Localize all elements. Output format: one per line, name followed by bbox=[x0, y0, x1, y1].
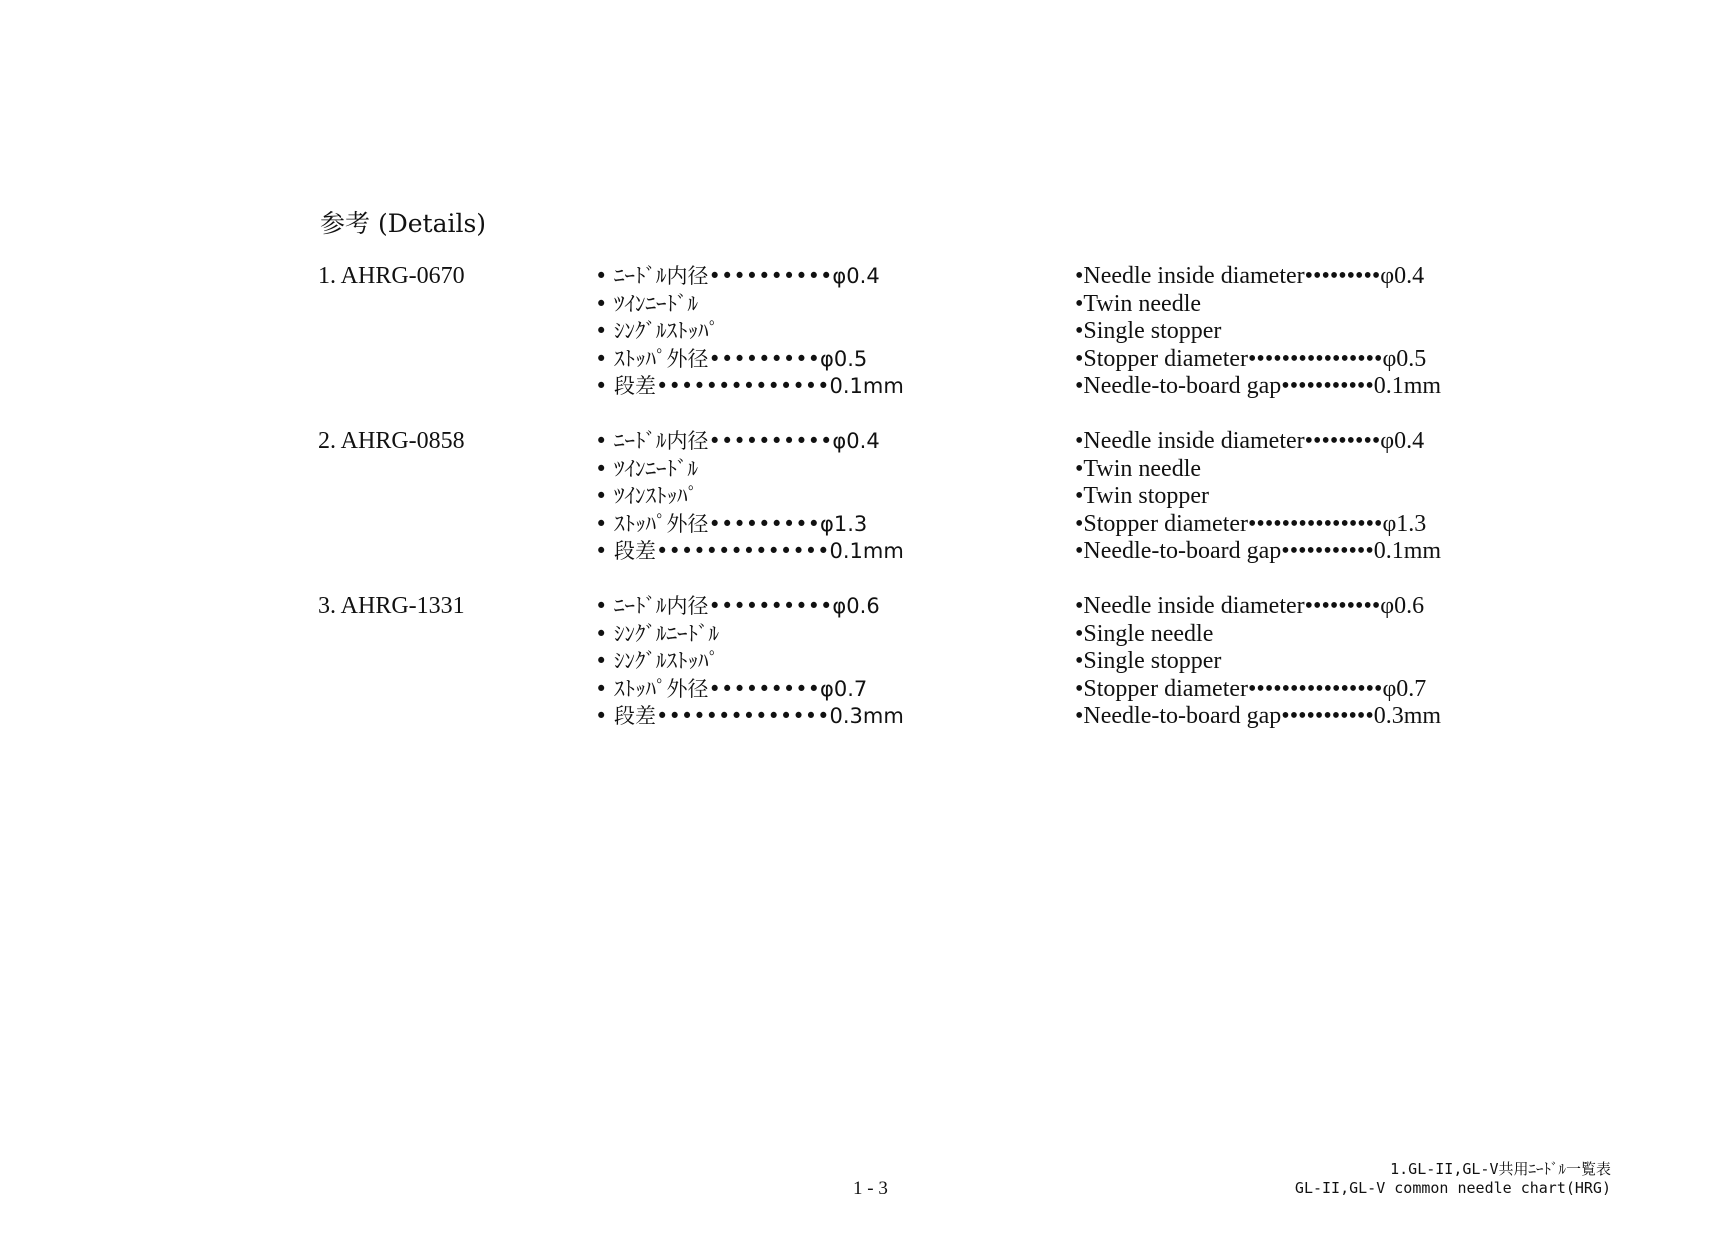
japanese-spec-list bbox=[595, 263, 904, 401]
spec-line-en: •Single stopper bbox=[1075, 318, 1222, 344]
spec-line-jp: • 段差••••••••••••••0.1mm bbox=[595, 374, 904, 398]
model-number: 2. AHRG-0858 bbox=[318, 428, 465, 454]
japanese-spec-list bbox=[595, 593, 904, 731]
spec-line-en: •Twin stopper bbox=[1075, 483, 1210, 509]
spec-line-jp: • ｼﾝｸﾞﾙｽﾄｯﾊﾟ bbox=[595, 649, 720, 673]
model-number: 3. AHRG-1331 bbox=[318, 593, 465, 619]
spec-line-jp: • 段差••••••••••••••0.3mm bbox=[595, 704, 904, 728]
needle-section-3 bbox=[318, 593, 1538, 743]
footer-title-jp: 1.GL-II,GL-V共用ﾆｰﾄﾞﾙ一覧表 bbox=[1390, 1160, 1611, 1178]
spec-line-jp: • ｽﾄｯﾊﾟ外径•••••••••φ1.3 bbox=[595, 511, 868, 536]
spec-line-jp: • ﾂｲﾝｽﾄｯﾊﾟ bbox=[595, 484, 699, 508]
spec-line-jp: • ﾆｰﾄﾞﾙ内径••••••••••φ0.4 bbox=[595, 429, 880, 453]
footer-title-en: GL-II,GL-V common needle chart(HRG) bbox=[1294, 1179, 1611, 1197]
spec-line-en: •Needle-to-board gap•••••••••••0.3mm bbox=[1075, 703, 1442, 729]
english-spec-list bbox=[1075, 263, 1441, 401]
page-heading: 参考 (Details) bbox=[320, 209, 487, 238]
spec-line-jp: • ﾂｲﾝﾆｰﾄﾞﾙ bbox=[595, 456, 699, 481]
spec-line-en: •Needle inside diameter•••••••••φ0.4 bbox=[1075, 428, 1425, 454]
spec-line-en: •Needle inside diameter•••••••••φ0.6 bbox=[1075, 593, 1425, 619]
spec-line-jp: • ｽﾄｯﾊﾟ外径•••••••••φ0.7 bbox=[595, 676, 868, 701]
spec-line-jp: • ｼﾝｸﾞﾙｽﾄｯﾊﾟ bbox=[595, 319, 720, 343]
spec-line-en: •Single needle bbox=[1075, 620, 1214, 647]
model-number: 1. AHRG-0670 bbox=[318, 263, 465, 289]
japanese-spec-list bbox=[595, 428, 904, 566]
spec-line-jp: • ﾂｲﾝﾆｰﾄﾞﾙ bbox=[595, 291, 699, 316]
spec-line-jp: • ﾆｰﾄﾞﾙ内径••••••••••φ0.6 bbox=[595, 594, 880, 618]
spec-line-jp: • ｽﾄｯﾊﾟ外径•••••••••φ0.5 bbox=[595, 346, 868, 371]
spec-line-en: •Stopper diameter••••••••••••••••φ0.5 bbox=[1075, 345, 1427, 372]
spec-line-en: •Stopper diameter••••••••••••••••φ0.7 bbox=[1075, 675, 1427, 702]
spec-line-en: •Needle inside diameter•••••••••φ0.4 bbox=[1075, 263, 1425, 289]
english-spec-list bbox=[1075, 428, 1441, 566]
spec-line-en: •Twin needle bbox=[1075, 290, 1202, 317]
page-number: 1 - 3 bbox=[853, 1178, 888, 1199]
spec-line-jp: • 段差••••••••••••••0.1mm bbox=[595, 539, 904, 563]
spec-line-jp: • ｼﾝｸﾞﾙﾆｰﾄﾞﾙ bbox=[595, 621, 720, 646]
spec-line-en: •Stopper diameter••••••••••••••••φ1.3 bbox=[1075, 510, 1427, 537]
needle-section-1 bbox=[318, 263, 1538, 413]
spec-line-jp: • ﾆｰﾄﾞﾙ内径••••••••••φ0.4 bbox=[595, 264, 880, 288]
footer-title bbox=[1295, 1160, 1611, 1198]
spec-line-en: •Needle-to-board gap•••••••••••0.1mm bbox=[1075, 373, 1442, 399]
needle-section-2 bbox=[318, 428, 1538, 578]
english-spec-list bbox=[1075, 593, 1441, 731]
spec-line-en: •Twin needle bbox=[1075, 455, 1202, 482]
spec-line-en: •Needle-to-board gap•••••••••••0.1mm bbox=[1075, 538, 1442, 564]
spec-line-en: •Single stopper bbox=[1075, 648, 1222, 674]
